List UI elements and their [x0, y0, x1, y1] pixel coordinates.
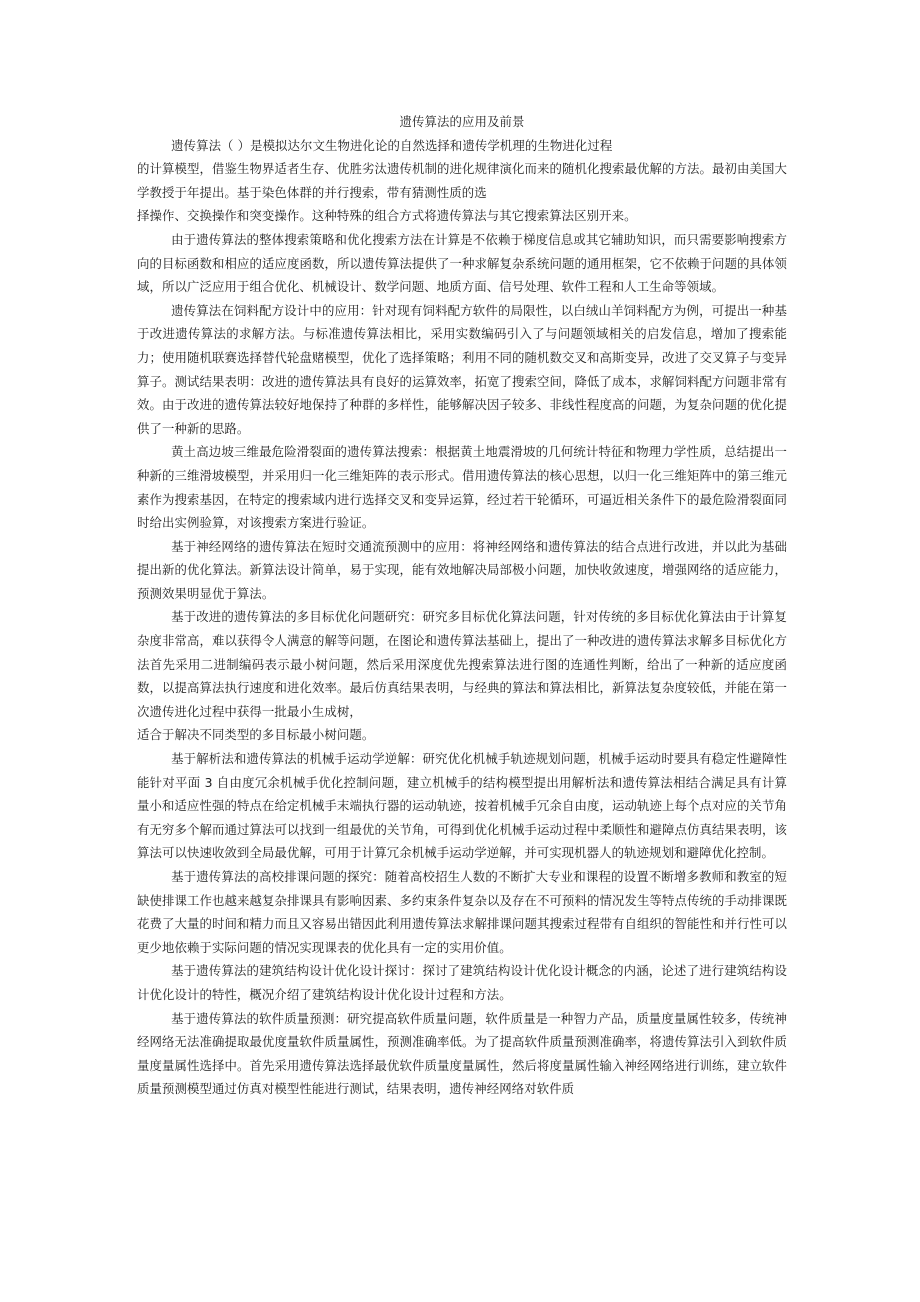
paragraph-software-quality: 基于遗传算法的软件质量预测：研究提高软件质量问题，软件质量是一种智力产品，质量度量属性较多，传统神经网络无法准确提取最优度量软件质量属性，预测准确率低。为了提高软件质量预测准确率，将遗传算法引入到软件质量度量属性选择中。首先采用遗传算法选择最优软件质量度量属性，然后将度量属性输入神经网络进行训练，建立软件质量预测模型通过仿真对模型性能进行测试，结果表明，遗传神经网络对软件质 — [137, 1010, 787, 1097]
intro-line: 择操作、交换操作和突变操作。这种特殊的组合方式将遗传算法与其它搜索算法区别开来。 — [137, 208, 637, 224]
paragraph-framework: 由于遗传算法的整体搜索策略和优化搜索方法在计算是不依赖于梯度信息或其它辅助知识，而只需要影响搜索方向的目标函数和相应的适应度函数，所以遗传算法提供了一种求解复杂系统问题的通用框架，它不依赖于问题的具体领域，所以广泛应用于组合优化、机械设计、数学问题、地质方面、信号处理、软件工程和人工生命等领域。 — [137, 231, 787, 295]
paragraph-multi-objective-tail: 适合于解决不同类型的多目标最小树问题。 — [137, 727, 375, 743]
paragraph-slope-search: 黄土高边坡三维最危险滑裂面的遗传算法搜索：根据黄土地震滑坡的几何统计特征和物理力学性质，总结提出一种新的三维滑坡模型，并采用归一化三维矩阵的表示形式。借用遗传算法的核心思想，以归一化三维矩阵中的第三维元素作为搜索基因，在特定的搜索域内进行选择交叉和变异运算，经过若干轮循环，可逼近相关条件下的最危险滑裂面同时给出实例验算，对该搜索方案进行验证。 — [137, 444, 787, 531]
intro-line: 的计算模型，借鉴生物界适者生存、优胜劣汰遗传机制的进化规律演化而来的随机化搜索最优解的方法。最初由美国大学教授于年提出。基于染色体群的并行搜索，带有猜测性质的选 — [137, 161, 787, 200]
paragraph-manipulator: 基于解析法和遗传算法的机械手运动学逆解：研究优化机械手轨迹规划问题，机械手运动时要具有稳定性避障性能针对平面 3 自由度冗余机械手优化控制问题，建立机械手的结构模型提出用解析法和遗传算法相结合满足具有计算量小和适应性强的特点在给定机械手末端执行器的运动轨迹，按着机械手冗余自由度，运动轨迹上每个点对应的关节角有无穷多个解而通过算法可以找到一组最优的关节角，可得到优化机械手运动过程中柔顺性和避障点仿真结果表明，该算法可以快速收敛到全局最优解，可用于计算冗余机械手运动学逆解，并可实现机器人的轨迹规划和避障优化控制。 — [137, 751, 787, 861]
document-title: 遗传算法的应用及前景 — [399, 114, 525, 129]
paragraph-traffic-prediction: 基于神经网络的遗传算法在短时交通流预测中的应用：将神经网络和遗传算法的结合点进行改进，并以此为基础提出新的优化算法。新算法设计简单，易于实现，能有效地解决局部极小问题，加快收敛速度，增强网络的适应能力，预测效果明显优于算法。 — [137, 538, 787, 601]
document-body — [137, 110, 787, 1101]
paragraph-multi-objective: 基于改进的遗传算法的多目标优化问题研究：研究多目标优化算法问题，针对传统的多目标优化算法由于计算复杂度非常高，难以获得令人满意的解等问题，在图论和遗传算法基础上，提出了一种改进的遗传算法求解多目标优化方法首先采用二进制编码表示最小树问题，然后采用深度优先搜索算法进行图的连通性判断，给出了一种新的适应度函数，以提高算法执行速度和进化效率。最后仿真结果表明，与经典的算法和算法相比，新算法复杂度较低，并能在第一次遗传进化过程中获得一批最小生成树， — [137, 609, 787, 719]
intro-line: 遗传算法（ ）是模拟达尔文生物进化论的自然选择和遗传学机理的生物进化过程 — [171, 137, 613, 153]
paragraph-building-structure: 基于遗传算法的建筑结构设计优化设计探讨：探讨了建筑结构设计优化设计概念的内涵，论述了进行建筑结构设计优化设计的特性，概况介绍了建筑结构设计优化设计过程和方法。 — [137, 963, 787, 1002]
paragraph-feed-formula: 遗传算法在饲料配方设计中的应用：针对现有饲料配方软件的局限性，以白绒山羊饲料配方为例，可提出一种基于改进遗传算法的求解方法。与标准遗传算法相比，采用实数编码引入了与问题领域相关的启发信息，增加了搜索能力；使用随机联赛选择替代轮盘赌模型，优化了选择策略；利用不同的随机数交叉和高斯变异，改进了交叉算子与变异算子。测试结果表明：改进的遗传算法具有良好的运算效率，拓宽了搜索空间，降低了成本，求解饲料配方问题非常有效。由于改进的遗传算法较好地保持了种群的多样性，能够解决因子较多、非线性程度高的问题，为复杂问题的优化提供了一种新的思路。 — [137, 302, 787, 436]
paragraph-course-scheduling: 基于遗传算法的高校排课问题的探究：随着高校招生人数的不断扩大专业和课程的设置不断增多教师和教室的短缺使排课工作也越来越复杂排课具有影响因素、多约束条件复杂以及存在不可预料的情况发生等特点传统的手动排课既花费了大量的时间和精力而且又容易出错因此利用遗传算法求解排课问题其搜索过程带有自组织的智能性和并行性可以更少地依赖于实际问题的情况实现课表的优化具有一定的实用价值。 — [137, 869, 787, 955]
